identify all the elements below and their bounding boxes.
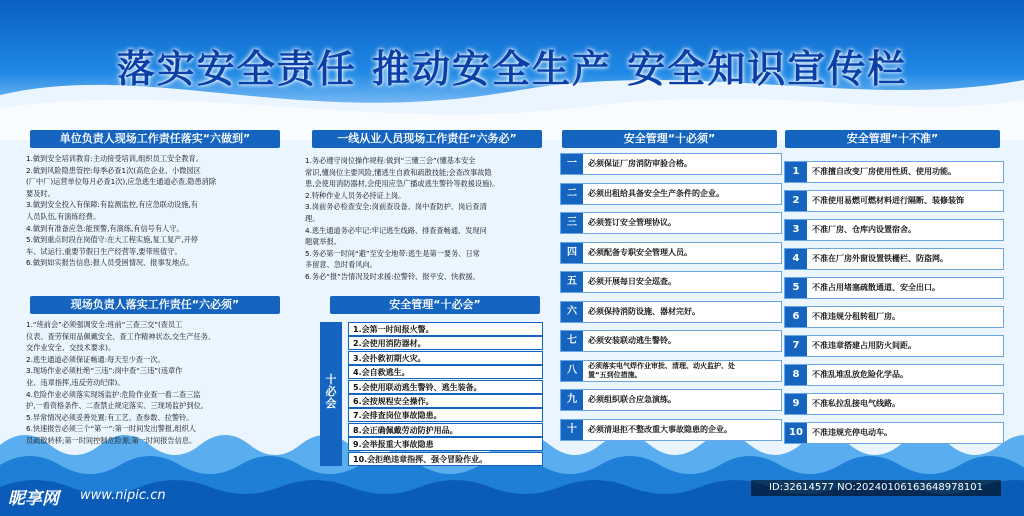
panel6-heading: 安全管理“十不准” [785, 130, 1000, 148]
text-line: 题就举报。 [305, 237, 341, 247]
panel3-text [26, 319, 288, 447]
text-line: 3.现场作业必须杜绝“三违”:岗中查“三违”(违章作 [26, 366, 183, 376]
page-title: 落实安全责任 推动安全生产 安全知识宣传栏 [116, 47, 908, 91]
list-item [784, 364, 1004, 386]
text-line: 要及时。 [26, 188, 55, 198]
item-text: 必须保证厂房消防审验合格。 [588, 159, 692, 168]
list-item [560, 330, 782, 352]
list-item: 3.会扑救初期火灾。 [348, 351, 543, 365]
list-item [560, 153, 782, 175]
list-item: 8.会正确佩戴劳动防护用品。 [348, 423, 543, 437]
list-item: 2.会使用消防器材。 [348, 336, 543, 350]
item-number-badge: 6 [785, 307, 807, 327]
text-line: (厂中厂)运营单位每月必查1次),应急逃生通道必查,隐患消除 [26, 177, 217, 187]
item-text: 必须配备专职安全管理人员。 [588, 247, 692, 257]
list-item: 9.会举报重大事故隐患 [348, 437, 543, 451]
item-number-badge: 四 [561, 243, 583, 263]
list-item: 1.会第一时间报火警。 [348, 322, 543, 336]
item-text: 不准使用易燃可燃材料进行隔断、装修装饰 [812, 196, 964, 205]
text-line: 患,会使用消防器材,会使用应急广播或逃生警铃等救援设施)。 [305, 179, 500, 189]
item-number-badge: 1 [785, 162, 807, 182]
watermark-id: ID:32614577 NO:20240106163648978101 [751, 480, 1001, 496]
text-line: 理。 [305, 213, 320, 223]
list-item [784, 248, 1004, 270]
item-number-badge: 3 [785, 220, 807, 240]
text-line: 常识,懂岗位主要风险,懂逃生自救和疏散技能;会查改事故隐 [305, 167, 492, 177]
item-text: 不准违规充停电动车。 [812, 428, 892, 437]
item-number-badge: 8 [785, 365, 807, 385]
list-item: 4.会自救逃生。 [348, 365, 543, 379]
item-number-badge: 4 [785, 249, 807, 269]
text-line: 6.务必“报”告情况及时求援:拉警铃、报平安、快救援。 [305, 271, 480, 281]
list-item [784, 277, 1004, 299]
item-number-badge: 二 [561, 184, 583, 204]
list-item [560, 389, 782, 411]
text-line: 1.“班前会”必须强调安全:班前“三查三交”(查员工 [26, 320, 183, 329]
list-item [784, 422, 1004, 444]
list-item [560, 242, 782, 264]
list-item [784, 161, 1004, 183]
text-line: 4.危险作业必须落实现场监护:危险作业查一看二查三监 [26, 389, 201, 399]
list-item [784, 219, 1004, 241]
item-number-badge: 10 [785, 423, 807, 443]
item-text: 必须清退拒不整改重大事故隐患的企业。 [588, 424, 732, 434]
item-text: 不准在厂房外窗设置铁栅栏、防盗网。 [812, 254, 948, 263]
list-item [560, 360, 782, 382]
item-number-badge: 九 [561, 390, 583, 410]
list-item [560, 419, 782, 441]
item-text: 必须保持消防设施、器材完好。 [588, 306, 700, 316]
text-line: 1.务必遵守岗位操作规程:做到“三懂三会”(懂基本安全 [305, 156, 476, 165]
panel5-heading: 安全管理“十必须” [562, 130, 777, 148]
text-line: 5.务必第一时间“避”至安全地带:逃生是第一要务、日常 [305, 248, 480, 258]
item-number-badge: 三 [561, 213, 583, 233]
list-item: 6.会按规程安全操作。 [348, 394, 543, 408]
text-line: 4.逃生通道务必牢记:牢记逃生线路、排查查畅通、发现问 [305, 225, 487, 235]
panel4-vertical-label [320, 322, 342, 466]
text-line: 3.做到安全投入有保障:有监测监控,有应急联动设施,有 [26, 200, 198, 210]
list-item [784, 306, 1004, 328]
item-number-badge: 五 [561, 272, 583, 292]
item-number-badge: 八 [561, 361, 583, 381]
item-number-badge: 七 [561, 331, 583, 351]
item-number-badge: 六 [561, 302, 583, 322]
item-text: 必须出租给具备安全生产条件的企业。 [588, 188, 724, 198]
item-text: 不准擅自改变厂房使用性质、使用功能。 [812, 167, 956, 176]
item-text: 不准乱堆乱放危险化学品。 [812, 370, 908, 379]
item-number-badge: 7 [785, 336, 807, 356]
panel3-heading: 现场负责人落实工作责任“六必须” [30, 296, 280, 314]
item-text: 必须组织联合应急演练。 [588, 395, 676, 404]
vertical-label-text: 十 必 会 [325, 373, 337, 410]
text-line: 多留意、急时看风向。 [305, 260, 377, 270]
text-line: 2.逃生通道必须保证畅通:每天至少查一次。 [26, 354, 165, 364]
text-line: 2.特种作业人员务必持证上岗。 [305, 190, 406, 200]
item-text: 必须安装联动逃生警铃。 [588, 336, 676, 345]
list-item [784, 190, 1004, 212]
text-line: 业、违章指挥,违反劳动纪律)。 [26, 377, 125, 387]
text-line: 5.异常情况必须妥善处置:有工艺、查参数、拉警铃。 [26, 412, 194, 422]
item-text: 不准违章搭建占用防火间距。 [812, 341, 916, 350]
text-line: 交作业安全、交技术要求)。 [26, 343, 116, 353]
list-item [560, 271, 782, 293]
text-line: 仪表、查劳保用品佩戴安全、查工作精神状态,交生产任务、 [26, 331, 216, 341]
text-line: 3.岗前务必检查安全:岗前查设备、岗中查防护、岗后查清 [305, 202, 487, 212]
item-text: 必须开展每日安全巡查。 [588, 277, 676, 286]
text-line: 人员队伍,有演练经费。 [26, 211, 101, 221]
item-number-badge: 5 [785, 278, 807, 298]
item-number-badge: 9 [785, 394, 807, 414]
text-line: 6.快速报告必须三个“第一”:第一时间发出警报,组织人 [26, 424, 196, 434]
text-line: 车、试运行,重要节假日生产经营等,要带班值守。 [26, 246, 182, 256]
item-text: 必须落实电气焊作业审批、清理、动火监护、处置“五到位措施。 [588, 361, 735, 379]
list-item [784, 335, 1004, 357]
text-line: 护,一看资格条件、二查禁止规定落实、三现场监护到位。 [26, 401, 208, 411]
item-text: 不准厂房、仓库内设置宿舍。 [812, 225, 916, 234]
text-line: 2.做到风险隐患管控:每季必查1次(高危企业、小微园区 [26, 165, 201, 175]
item-text: 不准占用堵塞疏散通道、安全出口。 [812, 283, 940, 292]
item-text: 不准违规分租转租厂房。 [812, 312, 900, 321]
item-number-badge: 十 [561, 420, 583, 440]
text-line: 5.做到重点时段在岗值守:在大工程实施,复工复产,开停 [26, 235, 198, 245]
list-item [560, 183, 782, 205]
item-text: 必须签订安全管理协议。 [588, 218, 676, 227]
list-item: 10.会拒绝违章指挥、强令冒险作业。 [348, 452, 543, 466]
text-line: 6.做到如实报告信息:报人员受困情况、报事发地点。 [26, 258, 194, 268]
panel1-heading: 单位负责人现场工作责任落实“六做到” [30, 130, 280, 148]
item-number-badge: 2 [785, 191, 807, 211]
list-item: 5.会使用联动逃生警铃、逃生装备。 [348, 380, 543, 394]
panel2-text [305, 155, 550, 283]
list-item [784, 393, 1004, 415]
list-item: 7.会排查岗位事故隐患。 [348, 408, 543, 422]
watermark-site-logo: 昵享网 [8, 489, 59, 509]
item-number-badge: 一 [561, 154, 583, 174]
list-item [560, 301, 782, 323]
item-text: 不准私拉乱接电气线路。 [812, 399, 900, 408]
list-item [560, 212, 782, 234]
text-line: 1.做到安全培训教育:主动接受培训,组织员工安全教育。 [26, 154, 203, 163]
panel2-heading: 一线从业人员现场工作责任“六务必” [312, 130, 542, 148]
text-line: 4.做到有准备应急:能预警,有演练,有信号有人守。 [26, 223, 184, 233]
panel4-heading: 安全管理“十必会” [330, 296, 540, 314]
panel1-text [26, 153, 288, 269]
watermark-url: www.nipic.cn [80, 488, 166, 503]
text-line: 员疏散转移;第一时间控制危险源;第一时间报告信息。 [26, 435, 197, 445]
